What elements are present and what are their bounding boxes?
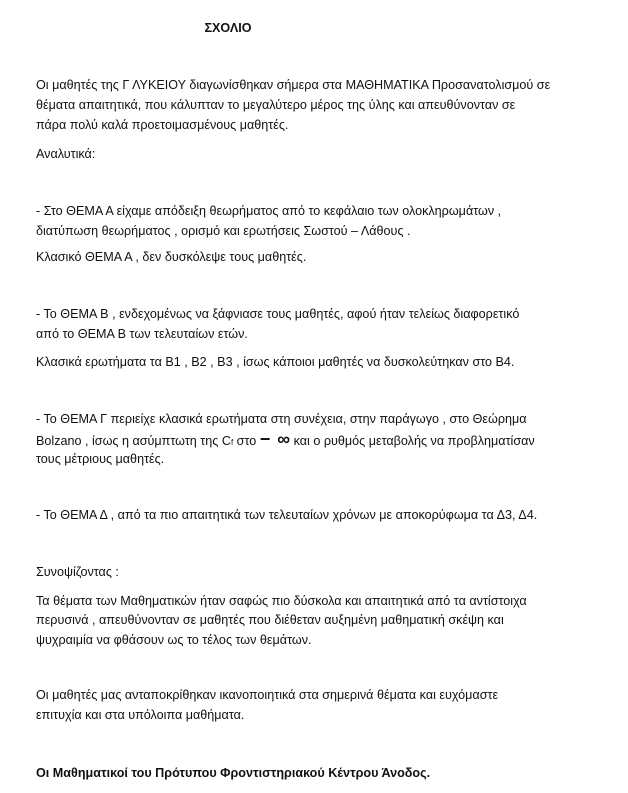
theme-d-line-1: - Το ΘΕΜΑ Δ , από τα πιο απαιτητικά των τελευταίων χρόνων με αποκορύφωμα τα Δ3, Δ4.: [36, 508, 538, 522]
theme-b-line-2: από το ΘΕΜΑ Β των τελευταίων ετών.: [36, 327, 248, 341]
theme-c-line-1: - Το ΘΕΜΑ Γ περιείχε κλασικά ερωτήματα στη συνέχεια, στην παράγωγο , στο Θεώρημα: [36, 412, 527, 426]
intro-line-3: πάρα πολύ καλά προετοιμασμένους μαθητές.: [36, 118, 289, 132]
intro-line-2: θέματα απαιτητικά, που κάλυπταν το μεγαλύτερο μέρος της ύλης και απευθύνονταν σε: [36, 98, 516, 112]
infinity-symbol: ∞: [277, 429, 291, 449]
intro-line-1: Οι μαθητές της Γ ΛΥΚΕΙΟΥ διαγωνίσθηκαν σήμερα στα ΜΑΘΗΜΑΤΙΚΑ Προσανατολισμού σε: [36, 78, 551, 92]
summary-line-1: Τα θέματα των Μαθηματικών ήταν σαφώς πιο δύσκολα και απαιτητικά από τα αντίστοιχα: [36, 594, 527, 608]
minus-sign: −: [259, 429, 271, 449]
theme-b-line-3: Κλασικά ερωτήματα τα Β1 , Β2 , Β3 , ίσως κάποιοι μαθητές να δυσκολεύτηκαν στο Β4.: [36, 355, 515, 369]
theme-c-line-2-end: και ο ρυθμός μεταβολής να προβληματίσαν: [290, 434, 535, 448]
theme-a-line-1: - Στο ΘΕΜΑ Α είχαμε απόδειξη θεωρήματος από το κεφάλαιο των ολοκληρωμάτων ,: [36, 204, 502, 218]
closing-line-2: επιτυχία και στα υπόλοιπα μαθήματα.: [36, 708, 245, 722]
theme-a-line-2: διατύπωση θεωρήματος , ορισμό και ερωτήσεις Σωστού – Λάθους .: [36, 224, 411, 238]
summary-heading: Συνοψίζοντας :: [36, 565, 119, 579]
theme-b-line-1: - Το ΘΕΜΑ Β , ενδεχομένως να ξάφνιασε τους μαθητές, αφού ήταν τελείως διαφορετικό: [36, 307, 520, 321]
summary-line-2: περυσινά , απευθύνονταν σε μαθητές που διέθεταν αυξημένη μαθηματική σκέψη και: [36, 613, 504, 627]
theme-c-line-3: τους μέτριους μαθητές.: [36, 452, 165, 466]
theme-c-line-2-mid: στο: [233, 434, 260, 448]
analytically-label: Αναλυτικά:: [36, 147, 96, 161]
theme-a-line-3: Κλασικό ΘΕΜΑ Α , δεν δυσκόλεψε τους μαθητές.: [36, 250, 307, 264]
closing-line-1: Οι μαθητές μας ανταποκρίθηκαν ικανοποιητικά στα σημερινά θέματα και ευχόμαστε: [36, 688, 499, 702]
signature: Οι Μαθηματικοί του Πρότυπου Φροντιστηριακού Κέντρου Άνοδος.: [36, 766, 431, 780]
page-title: ΣΧΟΛΙΟ: [204, 21, 252, 35]
summary-line-3: ψυχραιμία να φθάσουν ως το τέλος των θεμάτων.: [36, 633, 312, 647]
function-subscript: f: [230, 438, 234, 447]
theme-c-line-2-start: Bolzano , ίσως η ασύμπτωτη της C: [36, 434, 231, 448]
